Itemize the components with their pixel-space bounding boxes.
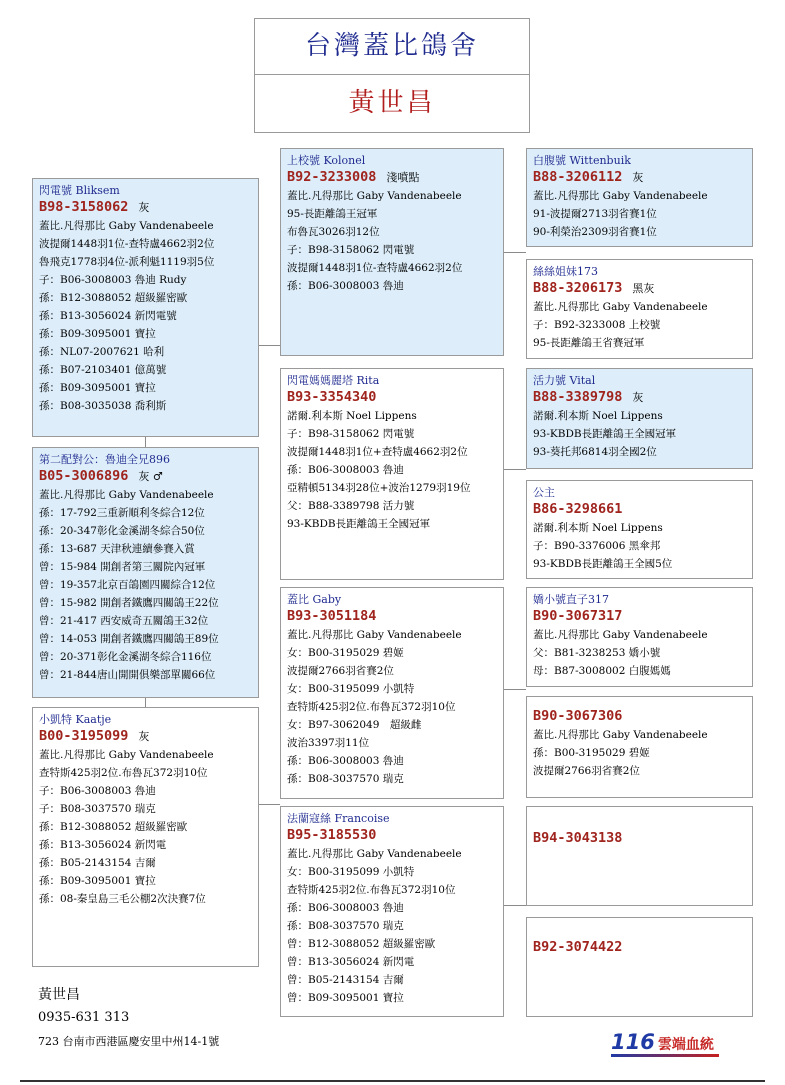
pedigree-line: 魯飛克1778羽4位-派利魁1119羽5位 [39, 256, 215, 268]
pedigree-line: 蓋比.凡得那比 Gaby Vandenabeele [39, 489, 214, 501]
pedigree-line: 曾：21-417 西安威奇五關鴿王32位 [39, 615, 209, 627]
pedigree-line: 95-長距離鴿王省賽冠軍 [533, 337, 645, 349]
pedigree-lines [39, 486, 252, 684]
pigeon-name: 小凱特 Kaatje [39, 713, 112, 726]
ring-note: 黑灰 [632, 282, 655, 295]
pedigree-lines [533, 726, 746, 780]
pedigree-line: 父：B88-3389798 活力號 [287, 500, 415, 512]
pedigree-line: 諾爾.利本斯 Noel Lippens [533, 410, 663, 422]
ring-number: B00-3195099 灰 [39, 728, 150, 744]
pigeon-name: 閃電號 Bliksem [39, 184, 120, 197]
pedigree-line: 蓋比.凡得那比 Gaby Vandenabeele [39, 220, 214, 232]
pigeon-name: 活力號 Vital [533, 374, 596, 387]
pedigree-lines [287, 187, 497, 295]
pedigree-line: 93-KBDB長距離鴿王全國冠軍 [287, 518, 431, 530]
pedigree-line: 90-利榮治2309羽省賽1位 [533, 226, 657, 238]
parent-card [280, 148, 504, 356]
connector-line [504, 689, 526, 690]
pedigree-line: 女：B97-3062049 超級雌 [287, 719, 422, 731]
pedigree-line: 曾：15-984 開創者第三關院內冠軍 [39, 561, 206, 573]
connector-line [504, 905, 526, 906]
connector-line [504, 469, 526, 470]
pedigree-line: 曾：B09-3095001 寶拉 [287, 992, 404, 1004]
pedigree-line: 蓋比.凡得那比 Gaby Vandenabeele [39, 749, 214, 761]
pedigree-lines [533, 519, 746, 573]
loft-title: 台灣蓋比鴿舍 [255, 19, 529, 75]
pedigree-lines [533, 407, 746, 461]
pedigree-line: 波提爾2766羽省賽2位 [287, 665, 394, 677]
title-box [254, 18, 530, 133]
pigeon-name: 白腹號 Wittenbuik [533, 154, 631, 167]
pedigree-line: 諾爾.利本斯 Noel Lippens [287, 410, 417, 422]
ring-number: B88-3389798 灰 [533, 389, 644, 405]
pedigree-line: 曾：14-053 開創者鐵鷹四關鴿王89位 [39, 633, 219, 645]
grandparent-card [526, 480, 753, 579]
ring-note: 灰 ♂ [138, 470, 163, 483]
pedigree-line: 曾：15-982 開創者鐵鷹四關鴿王22位 [39, 597, 219, 609]
pedigree-line: 孫：20-347彰化金溪湖冬綜合50位 [39, 525, 205, 537]
pedigree-line: 孫：NL07-2007621 哈利 [39, 346, 165, 358]
pedigree-line: 93-KBDB長距離鴿王全國5位 [533, 558, 673, 570]
pigeon-name: 閃電媽媽麗塔 Rita [287, 374, 380, 387]
ring-number: B93-3354340 [287, 389, 377, 405]
ring-note: 淺噴點 [386, 171, 420, 184]
owner-phone: 0935-631 313 [38, 1010, 130, 1025]
pedigree-line: 孫：17-792三重新順利冬綜合12位 [39, 507, 205, 519]
pedigree-line: 93-葵托邦6814羽全國2位 [533, 446, 657, 458]
second-sire-card [32, 447, 259, 698]
pedigree-line: 曾：B12-3088052 超級羅密歐 [287, 938, 436, 950]
pedigree-lines [287, 407, 497, 533]
owner-address: 723 台南市西港區慶安里中州14-1號 [38, 1035, 220, 1048]
connector-line [259, 804, 280, 805]
pedigree-line: 孫：B08-3037570 瑞克 [287, 773, 404, 785]
pedigree-line: 子：B90-3376006 黑傘邦 [533, 540, 661, 552]
bottom-divider [20, 1080, 765, 1082]
grandparent-card [526, 587, 753, 687]
pedigree-line: 孫：B08-3037570 瑞克 [287, 920, 404, 932]
pedigree-line: 蓋比.凡得那比 Gaby Vandenabeele [533, 729, 708, 741]
pedigree-line: 諾爾.利本斯 Noel Lippens [533, 522, 663, 534]
pedigree-line: 波治3397羽11位 [287, 737, 370, 749]
pigeon-name: 蓋比 Gaby [287, 593, 342, 606]
ring-number: B86-3298661 [533, 501, 623, 517]
ring-number: B95-3185530 [287, 827, 377, 843]
pedigree-line: 95-長距離鴿王冠軍 [287, 208, 378, 220]
ring-number: B94-3043138 [533, 830, 623, 846]
pedigree-line: 孫：B09-3095001 寶拉 [39, 382, 156, 394]
pedigree-line: 曾：B05-2143154 吉爾 [287, 974, 404, 986]
pedigree-line: 孫：B12-3088052 超級羅密歐 [39, 292, 188, 304]
connector-line [145, 437, 146, 447]
pedigree-line: 91-波提爾2713羽省賽1位 [533, 208, 657, 220]
ring-note: 灰 [138, 730, 150, 743]
pedigree-line: 孫：08-秦皇島三毛公棚2次決賽7位 [39, 893, 206, 905]
ring-note: 灰 [632, 171, 644, 184]
pigeon-name: 上校號 Kolonel [287, 154, 366, 167]
logo-number: 116 [611, 1030, 655, 1054]
pedigree-line: 曾：19-357北京百鴿園四關綜合12位 [39, 579, 216, 591]
ring-number: B92-3233008 淺噴點 [287, 169, 420, 185]
pedigree-lines [533, 626, 746, 680]
ring-number: B93-3051184 [287, 608, 377, 624]
grandparent-card [526, 368, 753, 469]
grandparent-card [526, 917, 753, 1017]
pedigree-line: 子：B06-3008003 魯迪 [39, 785, 156, 797]
pedigree-line: 蓋比.凡得那比 Gaby Vandenabeele [287, 848, 462, 860]
parent-card [280, 806, 504, 1017]
pedigree-line: 孫：B00-3195029 碧姬 [533, 747, 650, 759]
pedigree-line: 孫：B13-3056024 新閃電 [39, 839, 167, 851]
pedigree-line: 曾：20-371彰化金溪湖冬綜合116位 [39, 651, 212, 663]
owner-title: 黃世昌 [348, 88, 436, 118]
pedigree-line: 孫：B06-3008003 魯迪 [287, 902, 404, 914]
grandparent-card [526, 259, 753, 359]
pedigree-line: 女：B00-3195099 小凱特 [287, 683, 415, 695]
pedigree-line: 子：B92-3233008 上校號 [533, 319, 661, 331]
connector-line [504, 252, 526, 253]
ring-number: B90-3067306 [533, 708, 623, 724]
logo-text: 雲端血統 [657, 1037, 714, 1053]
connector-line [259, 345, 280, 346]
pedigree-line: 子：B98-3158062 閃電號 [287, 428, 415, 440]
ring-note: 灰 [138, 201, 150, 214]
pedigree-line: 孫：B12-3088052 超級羅密歐 [39, 821, 188, 833]
pigeon-name: 第二配對公：魯迪全兄896 [39, 453, 170, 466]
pedigree-line: 子：B06-3008003 魯迪 Rudy [39, 274, 187, 286]
ring-number: B05-3006896 灰 ♂ [39, 468, 163, 484]
pedigree-line: 曾：B13-3056024 新閃電 [287, 956, 415, 968]
pedigree-line: 波提爾1448羽1位-查特盧4662羽2位 [39, 238, 215, 250]
pedigree-line: 孫：B06-3008003 魯迪 [287, 755, 404, 767]
ring-number: B88-3206112 灰 [533, 169, 644, 185]
pigeon-name: 絲絲姐妹173 [533, 265, 598, 278]
subject-card [32, 178, 259, 437]
connector-line [145, 698, 146, 707]
ring-note: 灰 [632, 391, 644, 404]
pedigree-line: 查特斯425羽2位.布魯瓦372羽10位 [39, 767, 208, 779]
pedigree-line: 孫：B06-3008003 魯迪 [287, 280, 404, 292]
pedigree-line: 蓋比.凡得那比 Gaby Vandenabeele [533, 190, 708, 202]
ring-number: B88-3206173 黑灰 [533, 280, 655, 296]
pedigree-line: 波提爾2766羽省賽2位 [533, 765, 640, 777]
dam-card [32, 707, 259, 967]
pedigree-line: 孫：13-687 天津秋連續參賽入賞 [39, 543, 195, 555]
grandparent-card [526, 148, 753, 247]
pedigree-line: 女：B00-3195099 小凱特 [287, 866, 415, 878]
parent-card [280, 587, 504, 799]
pedigree-line: 孫：B09-3095001 寶拉 [39, 875, 156, 887]
grandparent-card [526, 806, 753, 906]
pedigree-line: 波提爾1448羽1位-查特盧4662羽2位 [287, 262, 463, 274]
pedigree-line: 亞精頓5134羽28位+波治1279羽19位 [287, 482, 471, 494]
pedigree-lines [533, 187, 746, 241]
pedigree-line: 孫：B09-3095001 寶拉 [39, 328, 156, 340]
pigeon-name: 公主 [533, 486, 555, 499]
pedigree-lines [287, 626, 497, 788]
pedigree-line: 波提爾1448羽1位+查特盧4662羽2位 [287, 446, 468, 458]
pedigree-line: 子：B08-3037570 瑞克 [39, 803, 156, 815]
pedigree-line: 孫：B05-2143154 吉爾 [39, 857, 156, 869]
pedigree-line: 子：B98-3158062 閃電號 [287, 244, 415, 256]
logo-underline [611, 1054, 719, 1057]
pedigree-line: 女：B00-3195029 碧姬 [287, 647, 404, 659]
pedigree-lines [39, 217, 252, 415]
pedigree-line: 曾：21-844唐山開開俱樂部單關66位 [39, 669, 216, 681]
pedigree-line: 蓋比.凡得那比 Gaby Vandenabeele [287, 629, 462, 641]
pedigree-line: 蓋比.凡得那比 Gaby Vandenabeele [533, 301, 708, 313]
pedigree-line: 孫：B06-3008003 魯迪 [287, 464, 404, 476]
grandparent-card [526, 696, 753, 798]
pedigree-lines [533, 298, 746, 352]
ring-number: B92-3074422 [533, 939, 623, 955]
pedigree-lines [39, 746, 252, 908]
pedigree-line: 母：B87-3008002 白腹媽媽 [533, 665, 671, 677]
pedigree-line: 93-KBDB長距離鴿王全國冠軍 [533, 428, 677, 440]
pedigree-line: 查特斯425羽2位.布魯瓦372羽10位 [287, 884, 456, 896]
pedigree-line: 蓋比.凡得那比 Gaby Vandenabeele [533, 629, 708, 641]
pedigree-line: 孫：B13-3056024 新閃電號 [39, 310, 177, 322]
owner-info [38, 984, 219, 1050]
pedigree-line: 查特斯425羽2位.布魯瓦372羽10位 [287, 701, 456, 713]
pedigree-line: 孫：B07-2103401 億萬號 [39, 364, 167, 376]
ring-number: B98-3158062 灰 [39, 199, 150, 215]
pedigree-lines [287, 845, 497, 1007]
pedigree-line: 蓋比.凡得那比 Gaby Vandenabeele [287, 190, 462, 202]
pedigree-line: 布魯瓦3026羽12位 [287, 226, 380, 238]
ring-number: B90-3067317 [533, 608, 623, 624]
pigeon-name: 嬌小號直子317 [533, 593, 609, 606]
pigeon-name: 法蘭寇絲 Francoise [287, 812, 390, 825]
owner-name: 黃世昌 [38, 987, 80, 1003]
pedigree-line: 孫：B08-3035038 喬利斯 [39, 400, 167, 412]
brand-logo [611, 1030, 714, 1056]
pedigree-line: 父：B81-3238253 嬌小號 [533, 647, 661, 659]
parent-card [280, 368, 504, 580]
